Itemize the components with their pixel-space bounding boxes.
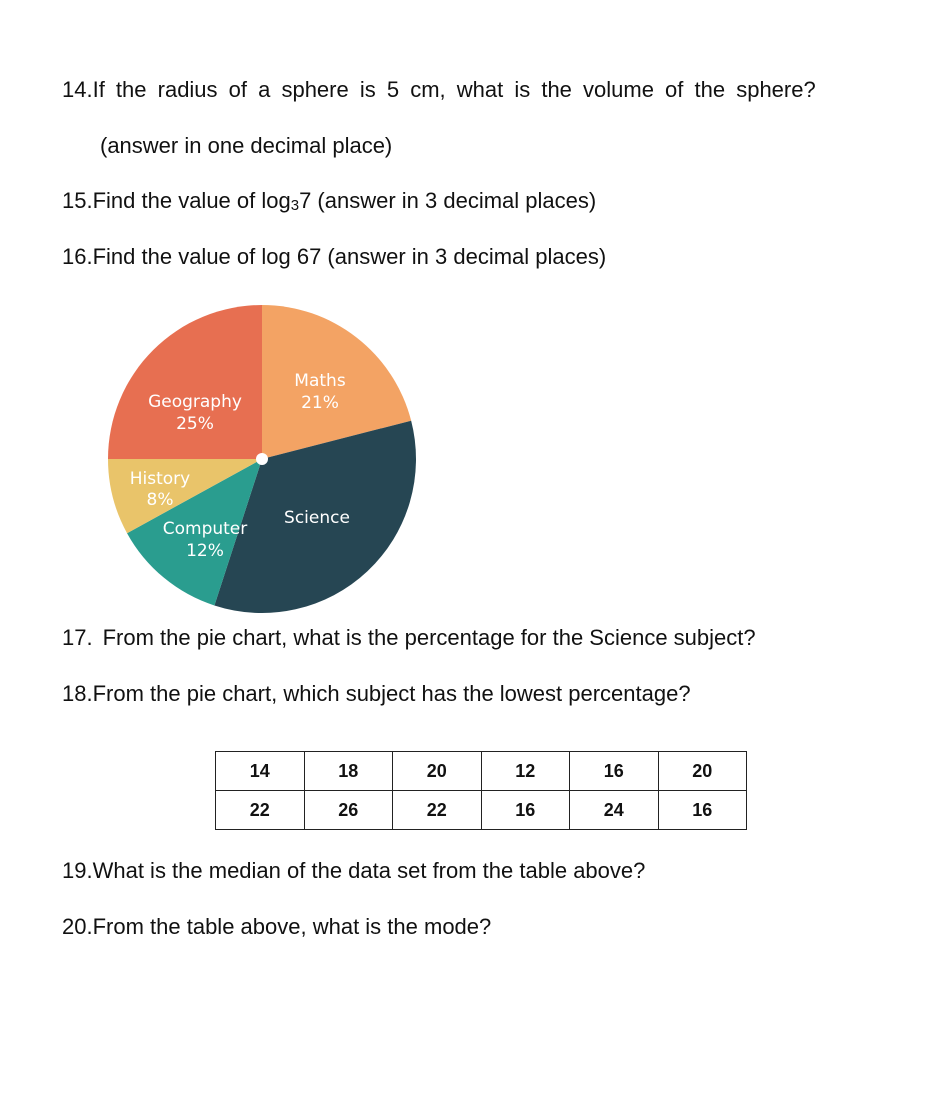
slice-label-science: Science: [284, 508, 350, 528]
slice-value-maths: 21%: [301, 393, 339, 413]
question-16: [62, 244, 606, 270]
pie-center-dot: [256, 453, 268, 465]
table-cell: 26: [304, 791, 393, 830]
question-15: [62, 188, 596, 219]
slice-value-computer: 12%: [186, 541, 224, 561]
slice-label-geography: Geography: [148, 392, 242, 412]
question-17: [62, 625, 756, 651]
table-cell: 18: [304, 752, 393, 791]
table-cell: 12: [481, 752, 570, 791]
question-14: [62, 77, 816, 103]
subject-pie-chart: [100, 300, 430, 620]
table-row: [216, 791, 747, 830]
question-text: If the radius of a sphere is 5 cm, what is the volume of the sphere?: [92, 77, 816, 102]
pie-slice-geography: [108, 305, 262, 459]
table-cell: 16: [570, 752, 659, 791]
question-18: [62, 681, 691, 707]
slice-label-history: History: [129, 469, 191, 489]
question-text: From the pie chart, what is the percentage for the Science subject?: [102, 625, 756, 650]
table-cell: 16: [658, 791, 747, 830]
log-base-subscript: 3: [290, 197, 300, 214]
slice-value-history: 8%: [146, 490, 174, 510]
question-number: 18.: [62, 681, 93, 706]
question-14-continuation: [100, 133, 392, 159]
table-cell: 22: [216, 791, 305, 830]
question-text: Find the value of log 67 (answer in 3 decimal places): [92, 244, 607, 269]
question-number: 20.: [62, 914, 93, 939]
question-number: 17.: [62, 625, 93, 650]
question-text: From the pie chart, which subject has the lowest percentage?: [92, 681, 691, 706]
question-text: What is the median of the data set from the table above?: [92, 858, 646, 883]
question-number: 19.: [62, 858, 93, 883]
data-table: [215, 751, 747, 830]
table-cell: 20: [393, 752, 482, 791]
question-19: [62, 858, 645, 884]
question-text-after: 7 (answer in 3 decimal places): [299, 188, 597, 213]
table-cell: 24: [570, 791, 659, 830]
table-cell: 20: [658, 752, 747, 791]
table-cell: 16: [481, 791, 570, 830]
question-text-before: Find the value of log: [92, 188, 291, 213]
question-text-continuation: (answer in one decimal place): [100, 133, 393, 158]
table-row: [216, 752, 747, 791]
question-number: 15.: [62, 188, 93, 213]
slice-label-computer: Computer: [162, 519, 248, 539]
question-number: 14.: [62, 77, 93, 102]
question-20: [62, 914, 491, 940]
table-cell: 14: [216, 752, 305, 791]
slice-value-geography: 25%: [176, 414, 214, 434]
table-cell: 22: [393, 791, 482, 830]
slice-label-maths: Maths: [294, 371, 346, 391]
question-number: 16.: [62, 244, 93, 269]
question-text: From the table above, what is the mode?: [92, 914, 492, 939]
